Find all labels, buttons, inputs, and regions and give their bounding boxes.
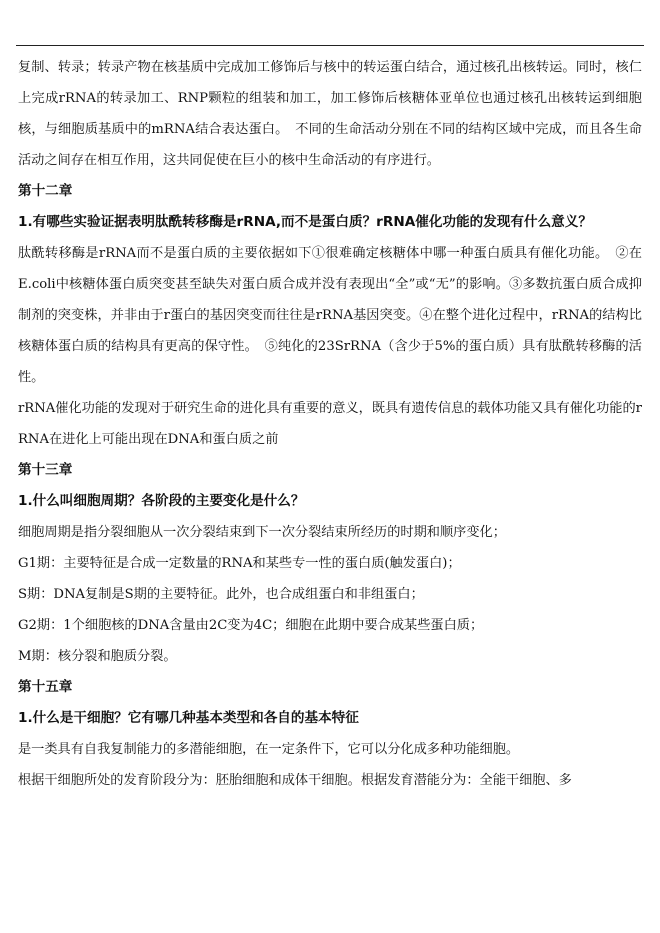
header-rule <box>16 45 644 46</box>
chapter-15-heading: 第十五章 <box>18 679 73 695</box>
chapter-12-question-1: 1.有哪些实验证据表明肽酰转移酶是rRNA,而不是蛋白质？rRNA催化功能的发现有什么意义？ <box>18 214 592 230</box>
chapter-15-answer-2: 根据干细胞所处的发育阶段分为：胚胎细胞和成体干细胞。根据发育潜能分为：全能干细胞、多 <box>18 773 572 788</box>
chapter-12-heading: 第十二章 <box>18 183 73 199</box>
chapter-12-answer-1: 肽酰转移酶是rRNA而不是蛋白质的主要依据如下①很难确定核糖体中哪一种蛋白质具有催化功能。 ②在E.coli中核糖体蛋白质突变甚至缺失对蛋白质合成并没有表现出“全”或“无”的影响。③多数抗蛋白质合成抑制剂的突变株，并非由于r蛋白的基因突变而往往是rRNA基因突变。④在整个进化过程中，rRNA的结构比核糖体蛋白质的结构具有更高的保守性。 ⑤纯化的23SrRNA（含少于5%的蛋白质）具有肽酰转移酶的活性。 <box>18 246 642 385</box>
document-body <box>18 52 642 796</box>
chapter-12-answer-2: rRNA催化功能的发现对于研究生命的进化具有重要的意义，既具有遗传信息的载体功能又具有催化功能的rRNA在进化上可能出现在DNA和蛋白质之前 <box>18 401 642 447</box>
chapter-15-question-1: 1.什么是干细胞？它有哪几种基本类型和各自的基本特征 <box>18 710 359 726</box>
chapter-13-heading: 第十三章 <box>18 462 73 478</box>
chapter-13-s-phase: S期：DNA复制是S期的主要特征。此外，也合成组蛋白和非组蛋白； <box>18 587 424 602</box>
chapter-13-question-1: 1.什么叫细胞周期？各阶段的主要变化是什么？ <box>18 493 305 509</box>
chapter-13-g1-phase: G1期：主要特征是合成一定数量的RNA和某些专一性的蛋白质(触发蛋白)； <box>18 556 461 571</box>
chapter-13-answer-1: 细胞周期是指分裂细胞从一次分裂结束到下一次分裂结束所经历的时期和顺序变化； <box>18 525 506 540</box>
chapter-15-answer-1: 是一类具有自我复制能力的多潜能细胞，在一定条件下，它可以分化成多种功能细胞。 <box>18 742 520 757</box>
chapter-13-g2-phase: G2期：1个细胞核的DNA含量由2C变为4C；细胞在此期中要合成某些蛋白质； <box>18 618 484 633</box>
paragraph-continued: 复制、转录；转录产物在核基质中完成加工修饰后与核中的转运蛋白结合，通过核孔出核转运。同时，核仁上完成rRNA的转录加工、RNP颗粒的组装和加工，加工修饰后核糖体亚单位也通过核孔出核转运到细胞核，与细胞质基质中的mRNA结合表达蛋白。 不同的生命活动分别在不同的结构区域中完成，而且各生命活动之间存在相互作用，这共同促使在巨小的核中生命活动的有序进行。 <box>18 60 642 168</box>
chapter-13-m-phase: M期：核分裂和胞质分裂。 <box>18 649 177 664</box>
